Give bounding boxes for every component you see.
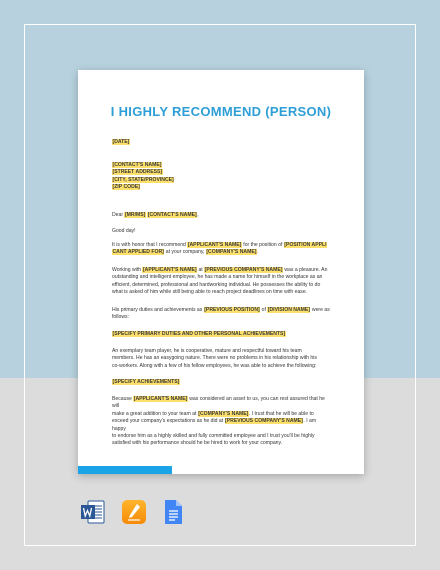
field: [DIVISION NAME] [267, 307, 310, 313]
address-block [112, 162, 330, 192]
text: It is with honor that I recommend [112, 242, 188, 248]
field: [APPLICANT'S NAME] [142, 267, 197, 273]
format-icons [80, 498, 190, 528]
text: of [260, 307, 268, 313]
text: An exemplary team player, he is cooperative, mature and respectful toward his team [112, 348, 302, 354]
text: outstanding and intelligent employee, he has made a name for himself in the workplace as an [112, 274, 323, 281]
field: [PREVIOUS COMPANY'S NAME] [225, 418, 303, 425]
paragraph-2 [112, 267, 330, 297]
paragraph-3 [112, 307, 330, 322]
word-icon[interactable] [80, 498, 106, 526]
field: [POSITION APPLI [284, 242, 327, 248]
text: was a pleasure. An [282, 267, 328, 273]
text: His primary duties and achievements as [112, 307, 204, 313]
text: efficient, determined, professional and hardworking individual. He possesses the ability to do [112, 281, 321, 288]
text: at [197, 267, 205, 273]
title-field: [MR/MS] [124, 212, 146, 218]
text: for the position of [241, 242, 284, 248]
salutation [112, 212, 330, 219]
text: exceed your company's expectations as he did at [112, 418, 225, 425]
text: . [256, 249, 259, 256]
text: . I am happy [112, 418, 317, 432]
address-line: [STREET ADDRESS] [112, 169, 163, 176]
text: were as [310, 307, 330, 313]
text: make a great addition to your team at [112, 410, 198, 417]
text: to endorse him as a highly skilled and fully committed employee and I trust you'll be highly [112, 433, 315, 440]
field: [APPLICANT'S NAME] [133, 396, 188, 402]
accent-bar [78, 466, 172, 474]
paragraph-5 [112, 396, 330, 448]
specify-achievements-field: [SPECIFY ACHIEVEMENTS] [112, 379, 180, 385]
paragraph-4 [112, 348, 330, 370]
greeting: Good day! [112, 228, 136, 234]
address-line: [CONTACT'S NAME] [112, 162, 162, 168]
field: CANT APPLIED FOR] [112, 249, 164, 256]
date-field: [DATE] [112, 139, 130, 145]
specify-duties-field: [SPECIFY PRIMARY DUTIES AND OTHER PERSONAL ACHIEVEMENTS] [112, 331, 286, 337]
text: . I trust that he will be able to [248, 410, 314, 417]
text: was considered an asset to us, you can rest assured that he will [112, 396, 325, 410]
address-line: [ZIP CODE] [112, 184, 140, 191]
text: co-workers. Along with a few of his fellow employees, he was able to achieve the following: [112, 362, 317, 369]
text: follows: [112, 314, 129, 321]
salutation-suffix: , [197, 212, 199, 218]
salutation-text: Dear [112, 212, 125, 218]
document-title: I HIGHLY RECOMMEND (PERSON) [110, 104, 332, 119]
text: what is asked of him while still being able to reach project deadlines on time with ease. [112, 289, 308, 296]
field: [COMPANY'S NAME] [198, 410, 249, 417]
text: members. He has an easygoing nature. There were no problems in his relationship with his [112, 355, 317, 362]
text: Working with [112, 267, 143, 273]
field: [PREVIOUS COMPANY'S NAME] [204, 267, 283, 273]
text: satisfied with his performance should he be hired to work for your company. [112, 440, 283, 447]
google-docs-icon[interactable] [160, 498, 186, 526]
field: [APPLICANT'S NAME] [187, 242, 242, 248]
text: at your company, [164, 249, 206, 256]
address-line: [CITY, STATE/PROVINCE] [112, 176, 174, 183]
field: [COMPANY'S NAME] [206, 249, 257, 256]
text: Because [112, 396, 134, 402]
document-page [78, 70, 364, 474]
field: [PREVIOUS POSITION] [204, 307, 260, 313]
contact-name-field: [CONTACT'S NAME] [147, 212, 197, 218]
pages-icon[interactable] [121, 498, 147, 526]
paragraph-1 [112, 242, 330, 257]
